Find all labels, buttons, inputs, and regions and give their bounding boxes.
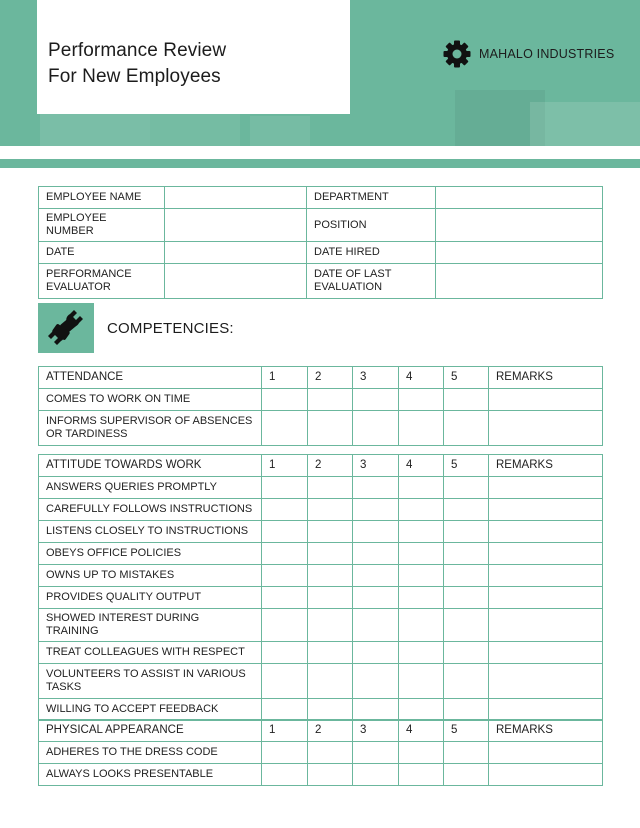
score-cell[interactable] xyxy=(399,499,444,521)
criterion-label: ADHERES TO THE DRESS CODE xyxy=(39,742,262,764)
score-cell[interactable] xyxy=(262,642,308,664)
score-header-3: 3 xyxy=(353,720,399,742)
score-cell[interactable] xyxy=(444,499,489,521)
score-cell[interactable] xyxy=(353,664,399,699)
building-silhouette xyxy=(250,116,310,146)
table-row xyxy=(39,642,603,664)
date-label: DATE xyxy=(39,242,165,264)
score-cell[interactable] xyxy=(399,664,444,699)
department-field[interactable] xyxy=(436,187,603,209)
score-header-1: 1 xyxy=(262,455,308,477)
score-cell[interactable] xyxy=(399,521,444,543)
remarks-header: REMARKS xyxy=(489,455,603,477)
last-evaluation-label-line-2: EVALUATION xyxy=(314,281,383,293)
score-cell[interactable] xyxy=(308,411,353,446)
score-header-1: 1 xyxy=(262,720,308,742)
score-cell[interactable] xyxy=(262,521,308,543)
criterion-label-line-2: TASKS xyxy=(46,681,82,693)
table-row xyxy=(39,187,603,209)
score-cell[interactable] xyxy=(308,543,353,565)
title-box xyxy=(37,0,350,114)
table-row xyxy=(39,664,603,699)
score-cell[interactable] xyxy=(444,609,489,642)
score-cell[interactable] xyxy=(353,642,399,664)
score-cell[interactable] xyxy=(308,699,353,721)
table-header-row xyxy=(39,455,603,477)
gear-icon xyxy=(443,40,471,68)
score-cell[interactable] xyxy=(308,587,353,609)
criterion-label-line-1: INFORMS SUPERVISOR OF ABSENCES xyxy=(46,415,253,427)
score-cell[interactable] xyxy=(308,664,353,699)
employee-number-field[interactable] xyxy=(165,209,307,242)
criterion-label xyxy=(39,411,262,446)
evaluator-label-line-1: PERFORMANCE xyxy=(46,268,132,280)
score-cell[interactable] xyxy=(262,565,308,587)
remarks-header: REMARKS xyxy=(489,367,603,389)
score-cell[interactable] xyxy=(353,609,399,642)
section-title-appearance: PHYSICAL APPEARANCE xyxy=(39,720,262,742)
score-cell[interactable] xyxy=(308,521,353,543)
score-cell[interactable] xyxy=(262,543,308,565)
table-row xyxy=(39,264,603,299)
criterion-label: CAREFULLY FOLLOWS INSTRUCTIONS xyxy=(39,499,262,521)
score-cell[interactable] xyxy=(262,742,308,764)
criterion-label: PROVIDES QUALITY OUTPUT xyxy=(39,587,262,609)
remarks-cell[interactable] xyxy=(489,411,603,446)
remarks-cell[interactable] xyxy=(489,764,603,786)
score-cell[interactable] xyxy=(444,699,489,721)
score-cell[interactable] xyxy=(262,609,308,642)
competencies-header xyxy=(38,303,234,353)
evaluator-label xyxy=(39,264,165,299)
score-cell[interactable] xyxy=(353,764,399,786)
score-cell[interactable] xyxy=(353,389,399,411)
score-cell[interactable] xyxy=(262,587,308,609)
score-cell[interactable] xyxy=(262,664,308,699)
score-cell[interactable] xyxy=(444,587,489,609)
score-cell[interactable] xyxy=(353,699,399,721)
score-header-4: 4 xyxy=(399,367,444,389)
remarks-cell[interactable] xyxy=(489,389,603,411)
tools-icon-box xyxy=(38,303,94,353)
score-cell[interactable] xyxy=(444,389,489,411)
score-cell[interactable] xyxy=(353,587,399,609)
score-cell[interactable] xyxy=(444,764,489,786)
score-cell[interactable] xyxy=(308,477,353,499)
score-cell[interactable] xyxy=(353,742,399,764)
attendance-table xyxy=(38,366,603,446)
company-name: MAHALO INDUSTRIES xyxy=(479,47,615,61)
table-row xyxy=(39,521,603,543)
score-cell[interactable] xyxy=(353,521,399,543)
score-header-2: 2 xyxy=(308,455,353,477)
divider-stripe xyxy=(0,159,640,168)
criterion-label: LISTENS CLOSELY TO INSTRUCTIONS xyxy=(39,521,262,543)
criterion-label xyxy=(39,664,262,699)
table-row xyxy=(39,499,603,521)
table-row xyxy=(39,543,603,565)
table-row xyxy=(39,389,603,411)
evaluator-label-line-2: EVALUATOR xyxy=(46,281,111,293)
section-title-attendance: ATTENDANCE xyxy=(39,367,262,389)
section-title-attitude: ATTITUDE TOWARDS WORK xyxy=(39,455,262,477)
criterion-label: ANSWERS QUERIES PROMPTLY xyxy=(39,477,262,499)
criterion-label: WILLING TO ACCEPT FEEDBACK xyxy=(39,699,262,721)
table-row xyxy=(39,699,603,721)
table-row xyxy=(39,609,603,642)
score-cell[interactable] xyxy=(353,411,399,446)
remarks-cell[interactable] xyxy=(489,477,603,499)
score-cell[interactable] xyxy=(353,477,399,499)
remarks-cell[interactable] xyxy=(489,543,603,565)
score-header-5: 5 xyxy=(444,720,489,742)
score-cell[interactable] xyxy=(399,411,444,446)
score-cell[interactable] xyxy=(399,742,444,764)
score-cell[interactable] xyxy=(262,389,308,411)
criterion-label-line-2: OR TARDINESS xyxy=(46,428,128,440)
score-cell[interactable] xyxy=(308,499,353,521)
score-header-2: 2 xyxy=(308,720,353,742)
date-hired-label: DATE HIRED xyxy=(307,242,436,264)
score-cell[interactable] xyxy=(399,699,444,721)
appearance-table xyxy=(38,719,603,786)
score-header-5: 5 xyxy=(444,455,489,477)
remarks-cell[interactable] xyxy=(489,642,603,664)
employee-name-field[interactable] xyxy=(165,187,307,209)
remarks-cell[interactable] xyxy=(489,609,603,642)
criterion-label: ALWAYS LOOKS PRESENTABLE xyxy=(39,764,262,786)
score-header-5: 5 xyxy=(444,367,489,389)
score-cell[interactable] xyxy=(399,543,444,565)
criterion-label-line-1: VOLUNTEERS TO ASSIST IN VARIOUS xyxy=(46,668,246,680)
remarks-cell[interactable] xyxy=(489,587,603,609)
company-brand xyxy=(443,39,614,69)
last-evaluation-label xyxy=(307,264,436,299)
score-cell[interactable] xyxy=(399,642,444,664)
remarks-cell[interactable] xyxy=(489,699,603,721)
score-cell[interactable] xyxy=(353,565,399,587)
score-header-4: 4 xyxy=(399,455,444,477)
score-cell[interactable] xyxy=(308,642,353,664)
score-cell[interactable] xyxy=(353,543,399,565)
table-row xyxy=(39,411,603,446)
remarks-cell[interactable] xyxy=(489,499,603,521)
score-cell[interactable] xyxy=(444,642,489,664)
table-row xyxy=(39,242,603,264)
score-cell[interactable] xyxy=(262,411,308,446)
score-cell[interactable] xyxy=(444,742,489,764)
score-header-3: 3 xyxy=(353,367,399,389)
score-cell[interactable] xyxy=(399,764,444,786)
criterion-label: COMES TO WORK ON TIME xyxy=(39,389,262,411)
employee-number-label: EMPLOYEE NUMBER xyxy=(39,209,165,242)
last-evaluation-label-line-1: DATE OF LAST xyxy=(314,268,392,280)
position-label: POSITION xyxy=(307,209,436,242)
score-cell[interactable] xyxy=(308,565,353,587)
score-cell[interactable] xyxy=(262,477,308,499)
position-field[interactable] xyxy=(436,209,603,242)
criterion-label: TREAT COLLEAGUES WITH RESPECT xyxy=(39,642,262,664)
table-header-row xyxy=(39,720,603,742)
remarks-cell[interactable] xyxy=(489,664,603,699)
remarks-cell[interactable] xyxy=(489,742,603,764)
criterion-label: SHOWED INTEREST DURING TRAINING xyxy=(39,609,262,642)
table-row xyxy=(39,764,603,786)
page-title-line-2: For New Employees xyxy=(48,66,221,87)
competencies-title: COMPETENCIES: xyxy=(107,319,234,337)
score-cell[interactable] xyxy=(308,764,353,786)
score-cell[interactable] xyxy=(262,499,308,521)
page-title-line-1: Performance Review xyxy=(48,40,227,61)
criterion-label: OWNS UP TO MISTAKES xyxy=(39,565,262,587)
score-header-2: 2 xyxy=(308,367,353,389)
score-cell[interactable] xyxy=(308,609,353,642)
score-cell[interactable] xyxy=(444,521,489,543)
score-cell[interactable] xyxy=(399,389,444,411)
table-row xyxy=(39,477,603,499)
last-evaluation-field[interactable] xyxy=(436,264,603,299)
score-cell[interactable] xyxy=(308,742,353,764)
score-cell[interactable] xyxy=(444,664,489,699)
date-field[interactable] xyxy=(165,242,307,264)
department-label: DEPARTMENT xyxy=(307,187,436,209)
employee-info-table xyxy=(38,186,603,299)
table-row xyxy=(39,587,603,609)
score-cell[interactable] xyxy=(399,477,444,499)
score-header-1: 1 xyxy=(262,367,308,389)
employee-name-label: EMPLOYEE NAME xyxy=(39,187,165,209)
score-cell[interactable] xyxy=(399,565,444,587)
remarks-cell[interactable] xyxy=(489,521,603,543)
score-cell[interactable] xyxy=(444,543,489,565)
building-silhouette xyxy=(530,102,640,146)
evaluator-field[interactable] xyxy=(165,264,307,299)
score-cell[interactable] xyxy=(444,477,489,499)
score-cell[interactable] xyxy=(444,565,489,587)
score-header-4: 4 xyxy=(399,720,444,742)
attitude-table xyxy=(38,454,603,721)
score-cell[interactable] xyxy=(308,389,353,411)
score-cell[interactable] xyxy=(399,609,444,642)
score-cell[interactable] xyxy=(262,699,308,721)
score-cell[interactable] xyxy=(399,587,444,609)
header-banner xyxy=(0,0,640,146)
score-header-3: 3 xyxy=(353,455,399,477)
table-header-row xyxy=(39,367,603,389)
remarks-header: REMARKS xyxy=(489,720,603,742)
table-row xyxy=(39,209,603,242)
date-hired-field[interactable] xyxy=(436,242,603,264)
criterion-label: OBEYS OFFICE POLICIES xyxy=(39,543,262,565)
table-row xyxy=(39,742,603,764)
score-cell[interactable] xyxy=(353,499,399,521)
remarks-cell[interactable] xyxy=(489,565,603,587)
score-cell[interactable] xyxy=(444,411,489,446)
score-cell[interactable] xyxy=(262,764,308,786)
table-row xyxy=(39,565,603,587)
tools-icon xyxy=(46,308,86,348)
